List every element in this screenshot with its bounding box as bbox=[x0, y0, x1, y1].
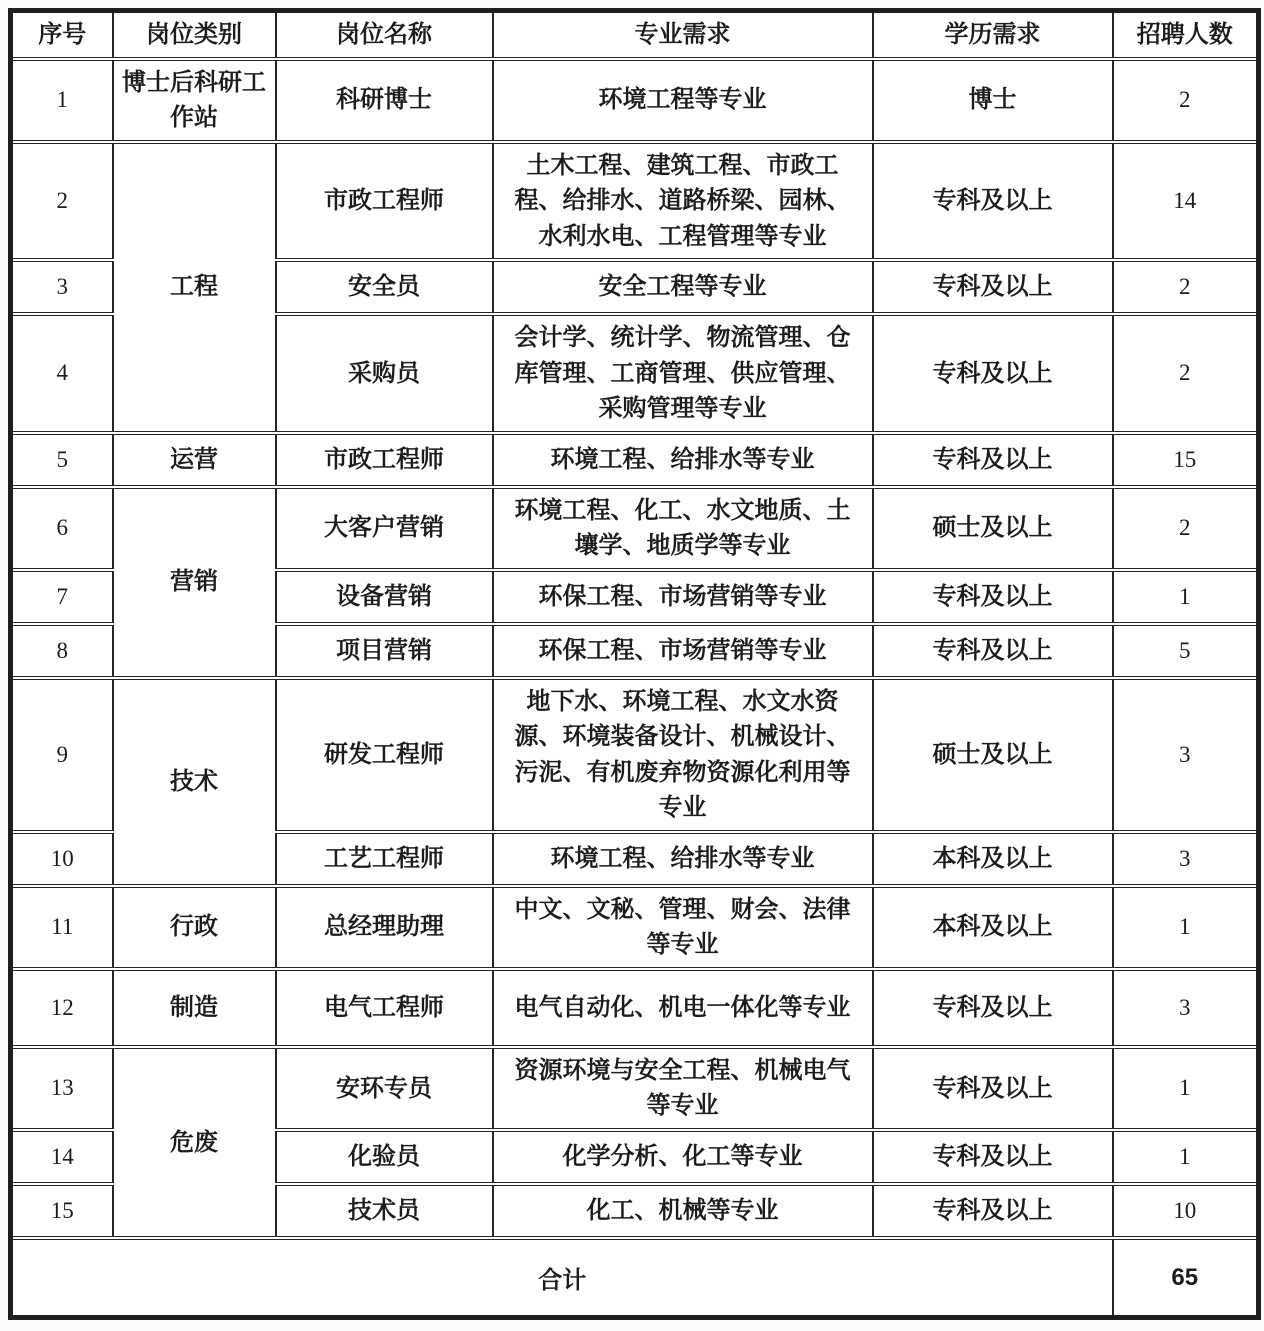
cell-major-requirement: 安全工程等专业 bbox=[493, 260, 873, 314]
cell-recruit-count: 5 bbox=[1113, 624, 1259, 678]
cell-category: 技术 bbox=[113, 678, 276, 886]
cell-serial-no: 1 bbox=[11, 59, 113, 142]
cell-serial-no: 6 bbox=[11, 487, 113, 570]
cell-serial-no: 4 bbox=[11, 314, 113, 433]
table-row bbox=[11, 433, 1259, 487]
table-row bbox=[11, 59, 1259, 142]
table-row bbox=[11, 886, 1259, 969]
cell-position-name: 市政工程师 bbox=[276, 142, 493, 261]
cell-category: 制造 bbox=[113, 969, 276, 1047]
cell-serial-no: 5 bbox=[11, 433, 113, 487]
cell-major-requirement: 环境工程等专业 bbox=[493, 59, 873, 142]
cell-recruit-count: 2 bbox=[1113, 59, 1259, 142]
cell-major-requirement: 地下水、环境工程、水文水资源、环境装备设计、机械设计、污泥、有机废弃物资源化利用等专业 bbox=[493, 678, 873, 832]
cell-recruit-count: 1 bbox=[1113, 1130, 1259, 1184]
cell-recruit-count: 3 bbox=[1113, 678, 1259, 832]
cell-position-name: 科研博士 bbox=[276, 59, 493, 142]
cell-major-requirement: 土木工程、建筑工程、市政工程、给排水、道路桥梁、园林、水利水电、工程管理等专业 bbox=[493, 142, 873, 261]
cell-recruit-count: 15 bbox=[1113, 433, 1259, 487]
cell-category: 运营 bbox=[113, 433, 276, 487]
cell-category: 工程 bbox=[113, 142, 276, 433]
cell-recruit-count: 2 bbox=[1113, 260, 1259, 314]
total-label: 合计 bbox=[11, 1238, 1113, 1318]
cell-position-name: 化验员 bbox=[276, 1130, 493, 1184]
cell-education-requirement: 专科及以上 bbox=[873, 260, 1113, 314]
cell-education-requirement: 硕士及以上 bbox=[873, 678, 1113, 832]
cell-major-requirement: 电气自动化、机电一体化等专业 bbox=[493, 969, 873, 1047]
cell-education-requirement: 专科及以上 bbox=[873, 1184, 1113, 1238]
cell-serial-no: 3 bbox=[11, 260, 113, 314]
cell-education-requirement: 专科及以上 bbox=[873, 969, 1113, 1047]
cell-recruit-count: 1 bbox=[1113, 1047, 1259, 1130]
cell-recruit-count: 2 bbox=[1113, 487, 1259, 570]
cell-position-name: 电气工程师 bbox=[276, 969, 493, 1047]
cell-serial-no: 2 bbox=[11, 142, 113, 261]
cell-major-requirement: 环境工程、给排水等专业 bbox=[493, 433, 873, 487]
header-row bbox=[11, 11, 1259, 59]
header-education: 学历需求 bbox=[873, 11, 1113, 59]
total-row bbox=[11, 1238, 1259, 1318]
cell-serial-no: 12 bbox=[11, 969, 113, 1047]
cell-education-requirement: 专科及以上 bbox=[873, 1130, 1113, 1184]
cell-position-name: 采购员 bbox=[276, 314, 493, 433]
cell-education-requirement: 专科及以上 bbox=[873, 142, 1113, 261]
cell-position-name: 大客户营销 bbox=[276, 487, 493, 570]
cell-position-name: 总经理助理 bbox=[276, 886, 493, 969]
cell-position-name: 设备营销 bbox=[276, 570, 493, 624]
cell-serial-no: 14 bbox=[11, 1130, 113, 1184]
header-no: 序号 bbox=[11, 11, 113, 59]
cell-serial-no: 11 bbox=[11, 886, 113, 969]
cell-education-requirement: 硕士及以上 bbox=[873, 487, 1113, 570]
header-category: 岗位类别 bbox=[113, 11, 276, 59]
cell-major-requirement: 资源环境与安全工程、机械电气等专业 bbox=[493, 1047, 873, 1130]
table-row bbox=[11, 678, 1259, 832]
cell-position-name: 市政工程师 bbox=[276, 433, 493, 487]
cell-position-name: 项目营销 bbox=[276, 624, 493, 678]
cell-category: 博士后科研工作站 bbox=[113, 59, 276, 142]
cell-education-requirement: 博士 bbox=[873, 59, 1113, 142]
cell-serial-no: 9 bbox=[11, 678, 113, 832]
cell-major-requirement: 环境工程、给排水等专业 bbox=[493, 832, 873, 886]
cell-education-requirement: 专科及以上 bbox=[873, 624, 1113, 678]
cell-serial-no: 7 bbox=[11, 570, 113, 624]
cell-education-requirement: 本科及以上 bbox=[873, 886, 1113, 969]
table-row bbox=[11, 969, 1259, 1047]
cell-recruit-count: 3 bbox=[1113, 832, 1259, 886]
cell-major-requirement: 化工、机械等专业 bbox=[493, 1184, 873, 1238]
cell-position-name: 研发工程师 bbox=[276, 678, 493, 832]
total-count: 65 bbox=[1113, 1238, 1259, 1318]
header-name: 岗位名称 bbox=[276, 11, 493, 59]
cell-education-requirement: 专科及以上 bbox=[873, 1047, 1113, 1130]
cell-position-name: 安全员 bbox=[276, 260, 493, 314]
cell-recruit-count: 3 bbox=[1113, 969, 1259, 1047]
cell-major-requirement: 环保工程、市场营销等专业 bbox=[493, 624, 873, 678]
cell-major-requirement: 会计学、统计学、物流管理、仓库管理、工商管理、供应管理、采购管理等专业 bbox=[493, 314, 873, 433]
cell-education-requirement: 专科及以上 bbox=[873, 433, 1113, 487]
cell-recruit-count: 10 bbox=[1113, 1184, 1259, 1238]
cell-education-requirement: 本科及以上 bbox=[873, 832, 1113, 886]
cell-serial-no: 13 bbox=[11, 1047, 113, 1130]
cell-recruit-count: 2 bbox=[1113, 314, 1259, 433]
cell-education-requirement: 专科及以上 bbox=[873, 314, 1113, 433]
table-row bbox=[11, 142, 1259, 261]
header-count: 招聘人数 bbox=[1113, 11, 1259, 59]
table-row bbox=[11, 487, 1259, 570]
cell-education-requirement: 专科及以上 bbox=[873, 570, 1113, 624]
header-major: 专业需求 bbox=[493, 11, 873, 59]
recruitment-table bbox=[8, 8, 1261, 1320]
cell-category: 营销 bbox=[113, 487, 276, 678]
cell-major-requirement: 中文、文秘、管理、财会、法律等专业 bbox=[493, 886, 873, 969]
cell-serial-no: 15 bbox=[11, 1184, 113, 1238]
cell-position-name: 安环专员 bbox=[276, 1047, 493, 1130]
cell-major-requirement: 环保工程、市场营销等专业 bbox=[493, 570, 873, 624]
cell-position-name: 工艺工程师 bbox=[276, 832, 493, 886]
cell-category: 危废 bbox=[113, 1047, 276, 1238]
cell-recruit-count: 1 bbox=[1113, 886, 1259, 969]
cell-category: 行政 bbox=[113, 886, 276, 969]
table-row bbox=[11, 1047, 1259, 1130]
cell-major-requirement: 化学分析、化工等专业 bbox=[493, 1130, 873, 1184]
cell-serial-no: 10 bbox=[11, 832, 113, 886]
cell-recruit-count: 1 bbox=[1113, 570, 1259, 624]
cell-position-name: 技术员 bbox=[276, 1184, 493, 1238]
cell-serial-no: 8 bbox=[11, 624, 113, 678]
cell-recruit-count: 14 bbox=[1113, 142, 1259, 261]
cell-major-requirement: 环境工程、化工、水文地质、土壤学、地质学等专业 bbox=[493, 487, 873, 570]
